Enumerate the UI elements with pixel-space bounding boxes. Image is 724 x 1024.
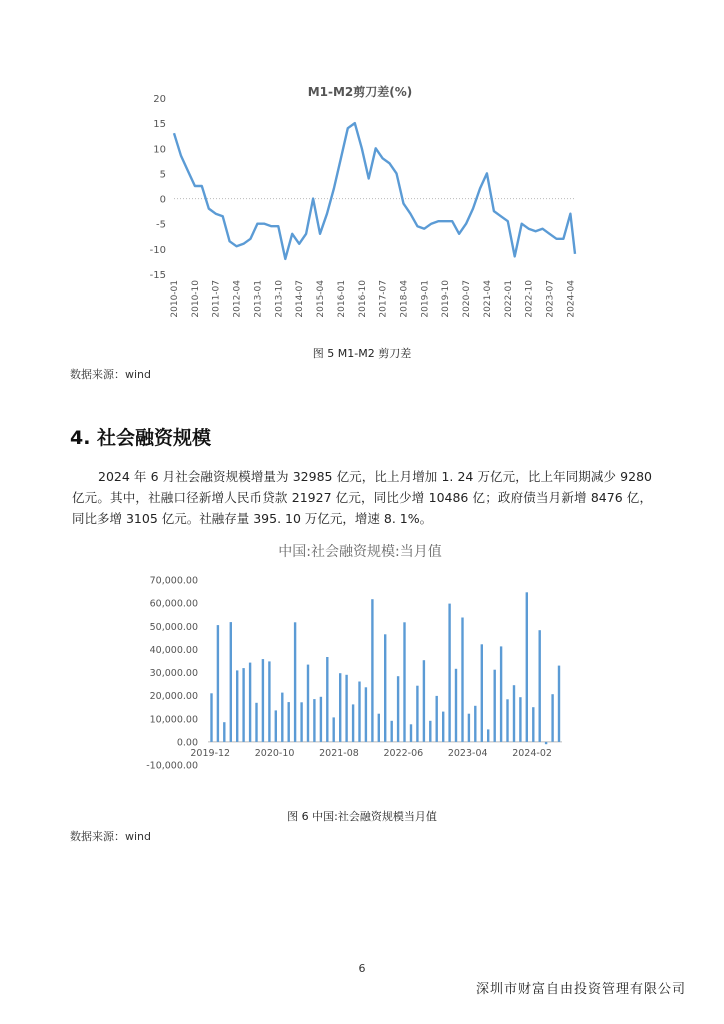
data-source-2: 数据来源：wind [70, 830, 152, 843]
data-source-1: 数据来源：wind [70, 368, 152, 381]
x-tick-label: 2019-12 [190, 747, 231, 759]
bar [217, 625, 219, 742]
bar [288, 702, 290, 742]
y-tick-label: 20,000.00 [149, 691, 198, 703]
bar [313, 699, 315, 742]
x-tick-label: 2022-01 [503, 280, 514, 318]
x-tick-label: 2023-07 [545, 280, 556, 318]
bar [442, 712, 444, 742]
social-financing-chart [130, 540, 590, 780]
bar [423, 660, 425, 742]
figure-caption-5: 图 5 M1-M2 剪刀差 [312, 347, 412, 360]
bar [455, 669, 457, 742]
x-tick-label: 2016-01 [336, 280, 347, 318]
bar [481, 644, 483, 742]
y-tick-label: 20 [153, 94, 166, 105]
x-tick-label: 2014-07 [295, 280, 306, 318]
section-paragraph: 2024 年 6 月社会融资规模增量为 32985 亿元，比上月增加 1. 24 万亿元，比上年同期减少 9280 亿元。其中，社融口径新增人民币贷款 21927 亿元，同比少增 10486 亿；政府债当月新增 8476 亿，同比多增 3105 亿元。社融存量 395. 10 万亿元，增速 8. 1%。 [72, 469, 652, 526]
m1-m2-chart-svg [130, 78, 590, 338]
y-tick-label: 5 [159, 169, 166, 181]
x-tick-label: 2017-07 [378, 280, 389, 318]
bar [429, 721, 431, 742]
bar [384, 634, 386, 742]
bar [551, 694, 553, 742]
bar [352, 704, 354, 742]
series-line [174, 123, 575, 259]
y-tick-label: 40,000.00 [149, 644, 198, 656]
bar [506, 699, 508, 742]
bar [403, 622, 405, 742]
y-tick-label: -10 [149, 244, 166, 256]
x-tick-label: 2011-07 [211, 280, 222, 318]
bar [307, 665, 309, 742]
bar [494, 670, 496, 742]
bar [275, 710, 277, 741]
bar [558, 666, 560, 742]
x-tick-label: 2019-01 [420, 280, 431, 318]
bar [378, 714, 380, 742]
x-tick-label: 2010-01 [170, 280, 180, 318]
bar [242, 668, 244, 742]
bar [545, 742, 547, 744]
bar [320, 697, 322, 742]
bar [391, 721, 393, 742]
x-tick-label: 2015-04 [316, 280, 327, 318]
chart-title: 中国:社会融资规模:当月值 [278, 544, 442, 560]
bar [345, 675, 347, 742]
bar [397, 676, 399, 742]
x-tick-label: 2022-06 [383, 747, 424, 759]
bar [223, 722, 225, 742]
y-tick-label: -10,000.00 [146, 760, 198, 772]
x-tick-label: 2018-04 [399, 280, 410, 318]
y-tick-label: 15 [153, 119, 166, 131]
y-tick-label: 50,000.00 [149, 621, 198, 633]
bar [487, 729, 489, 742]
bar [339, 673, 341, 742]
bar [294, 622, 296, 742]
x-tick-label: 2020-07 [462, 280, 473, 318]
bar [300, 702, 302, 742]
m1-m2-chart [130, 78, 590, 338]
x-tick-label: 2022-10 [524, 280, 535, 318]
x-tick-label: 2013-10 [274, 280, 285, 318]
y-tick-label: 60,000.00 [149, 598, 198, 610]
x-tick-label: 2013-01 [253, 280, 264, 318]
bar [539, 630, 541, 742]
y-tick-label: -15 [149, 270, 166, 281]
bar [230, 622, 232, 742]
bar [474, 706, 476, 742]
bar [448, 604, 450, 742]
y-tick-label: 70,000.00 [149, 575, 198, 587]
bar [281, 693, 283, 742]
y-tick-label: 10 [153, 144, 166, 156]
bar [519, 697, 521, 742]
bar [500, 646, 502, 742]
y-tick-label: 10,000.00 [149, 714, 198, 726]
x-tick-label: 2020-10 [254, 747, 295, 759]
bar [532, 707, 534, 742]
y-tick-label: 30,000.00 [149, 668, 198, 679]
x-tick-label: 2024-02 [512, 747, 552, 759]
bar [526, 592, 528, 742]
y-tick-label: 0 [159, 194, 166, 206]
bar [268, 661, 270, 742]
y-tick-label: 0.00 [176, 737, 198, 749]
bar [249, 663, 251, 742]
figure-caption-6: 图 6 中国:社会融资规模当月值 [287, 810, 437, 823]
bar [326, 657, 328, 742]
bar [513, 685, 515, 742]
y-tick-label: -5 [156, 219, 166, 231]
bar [410, 724, 412, 742]
social-financing-chart-svg [130, 540, 590, 780]
chart-title: M1-M2剪刀差(%) [307, 85, 413, 99]
company-name: 深圳市财富自由投资管理有限公司 [475, 982, 686, 997]
bar [236, 670, 238, 742]
bar [468, 714, 470, 742]
bar [371, 599, 373, 742]
bar [333, 717, 335, 742]
bar [461, 618, 463, 742]
x-tick-label: 2023-04 [447, 747, 488, 759]
page-number: 6 [358, 962, 366, 975]
x-tick-label: 2021-08 [319, 747, 359, 759]
bar [210, 693, 212, 742]
bar [255, 703, 257, 742]
section-title: 4. 社会融资规模 [70, 427, 212, 449]
bar [436, 696, 438, 742]
x-tick-label: 2024-04 [566, 280, 577, 318]
bar [416, 686, 418, 742]
x-tick-label: 2016-10 [357, 280, 368, 318]
x-tick-label: 2012-04 [232, 280, 243, 318]
x-tick-label: 2021-04 [482, 280, 493, 318]
bar [358, 682, 360, 742]
x-tick-label: 2019-10 [441, 280, 452, 318]
bar [262, 659, 264, 742]
bar [365, 687, 367, 742]
x-tick-label: 2010-10 [190, 280, 201, 318]
